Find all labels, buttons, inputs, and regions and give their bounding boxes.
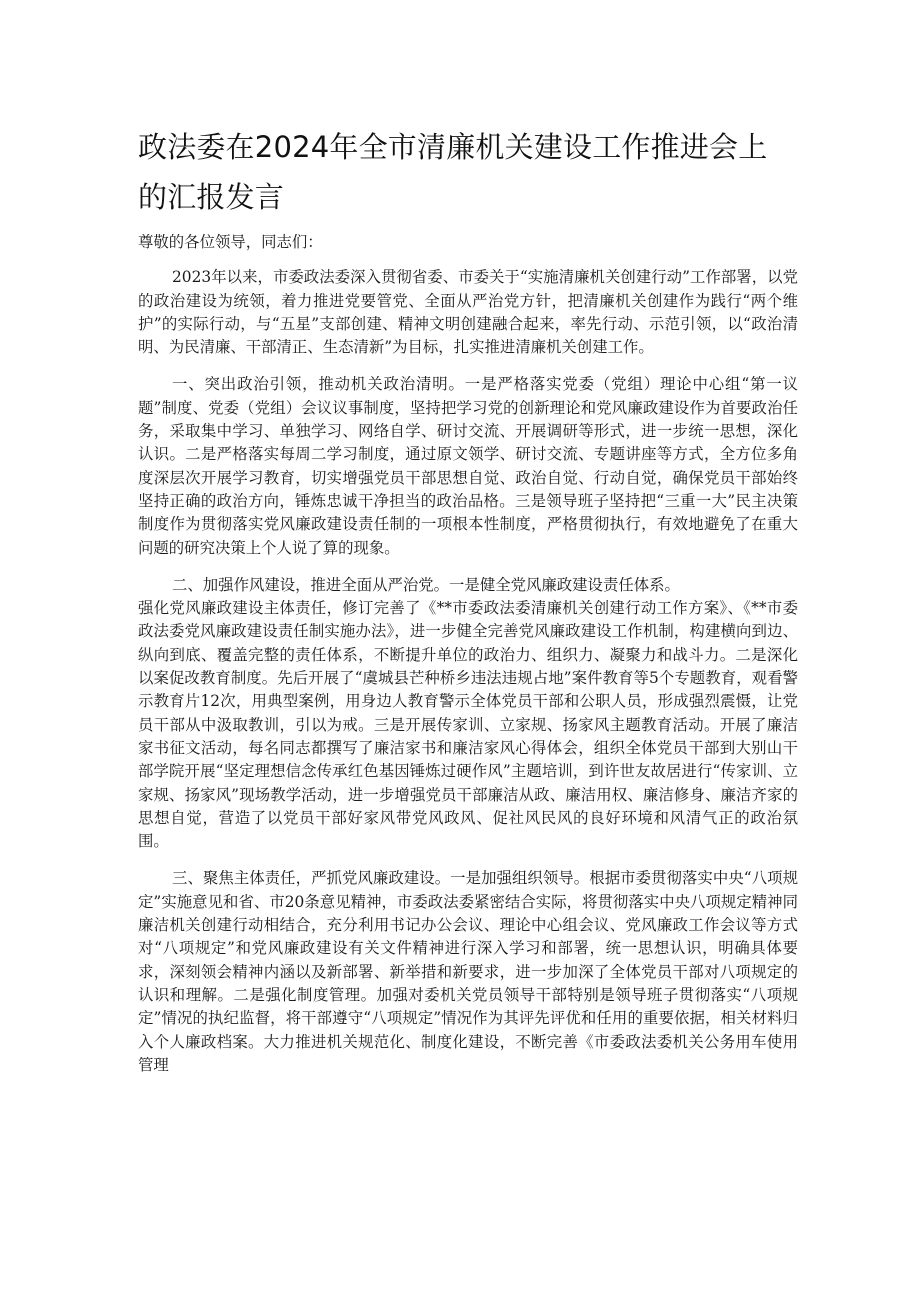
document-title: 政法委在2024年全市清廉机关建设工作推进会上的汇报发言	[138, 130, 768, 214]
paragraph-section-2-body: 强化党风廉政建设主体责任，修订完善了《**市委政法委清廉机关创建行动工作方案》、《**市委政法委党风廉政建设责任制实施办法》，进一步健全完善党风廉政建设工作机制，构建横向到边、纵向到底、覆盖完整的责任体系，不断提升单位的政治力、组织力、凝聚力和战斗力。二是深化以案促改教育制度。先后开展了“虞城县芒种桥乡违法违规占地”案件教育等5个专题教育，观看警示教育片12次，用典型案例，用身边人教育警示全体党员干部和公职人员，形成强烈震慑，让党员干部从中汲取教训，引以为戒。三是开展传家训、立家规、扬家风主题教育活动。开展了廉洁家书征文活动，每名同志都撰写了廉洁家书和廉洁家风心得体会，组织全体党员干部到大别山干部学院开展“坚定理想信念传承红色基因锤炼过硬作风”主题培训，到许世友故居进行“传家训、立家规、扬家风”现场教学活动，进一步增强党员干部廉洁从政、廉洁用权、廉洁修身、廉洁齐家的思想自觉，营造了以党员干部好家风带党风政风、促社风民风的良好环境和风清气正的政治氛围。	[138, 599, 798, 851]
salutation: 尊敬的各位领导，同志们：	[138, 233, 323, 251]
paragraph-section-1: 一、突出政治引领，推动机关政治清明。一是严格落实党委（党组）理论中心组“第一议题”制度、党委（党组）会议议事制度，坚持把学习党的创新理论和党风廉政建设作为首要政治任务，采取集中学习、单独学习、网络自学、研讨交流、开展调研等形式，进一步统一思想，深化认识。二是严格落实每周二学习制度，通过原文领学、研讨交流、专题讲座等方式，全方位多角度深层次开展学习教育，切实增强党员干部思想自觉、政治自觉、行动自觉，确保党员干部始终坚持正确的政治方向，锤炼忠诚干净担当的政治品格。三是领导班子坚持把“三重一大”民主决策制度作为贯彻落实党风廉政建设责任制的一项根本性制度，严格贯彻执行，有效地避免了在重大问题的研究决策上个人说了算的现象。	[138, 375, 798, 557]
paragraph-section-3: 三、聚焦主体责任，严抓党风廉政建设。一是加强组织领导。根据市委贯彻落实中央“八项规定”实施意见和省、市20条意见精神，市委政法委紧密结合实际，将贯彻落实中央八项规定精神同廉洁机关创建行动相结合，充分利用书记办公会议、理论中心组会议、党风廉政工作会议等方式对“八项规定”和党风廉政建设有关文件精神进行深入学习和部署，统一思想认识，明确具体要求，深刻领会精神内涵以及新部署、新举措和新要求，进一步加深了全体党员干部对八项规定的认识和理解。二是强化制度管理。加强对委机关党员领导干部特别是领导班子贯彻落实“八项规定”情况的执纪监督，将干部遵守“八项规定”情况作为其评先评优和任用的重要依据，相关材料归入个人廉政档案。大力推进机关规范化、制度化建设，不断完善《市委政法委机关公务用车使用管理	[138, 869, 798, 1074]
paragraph-intro: 2023年以来，市委政法委深入贯彻省委、市委关于“实施清廉机关创建行动”工作部署，以党的政治建设为统领，着力推进党要管党、全面从严治党方针，把清廉机关创建作为践行“两个维护”的实际行动，与“五星”支部创建、精神文明创建融合起来，率先行动、示范引领，以“政治清明、为民清廉、干部清正、生态清新”为目标，扎实推进清廉机关创建工作。	[138, 268, 798, 357]
paragraph-section-2-heading: 二、加强作风建设，推进全面从严治党。一是健全党风廉政建设责任体系。	[172, 575, 680, 594]
document-body	[138, 231, 798, 1077]
